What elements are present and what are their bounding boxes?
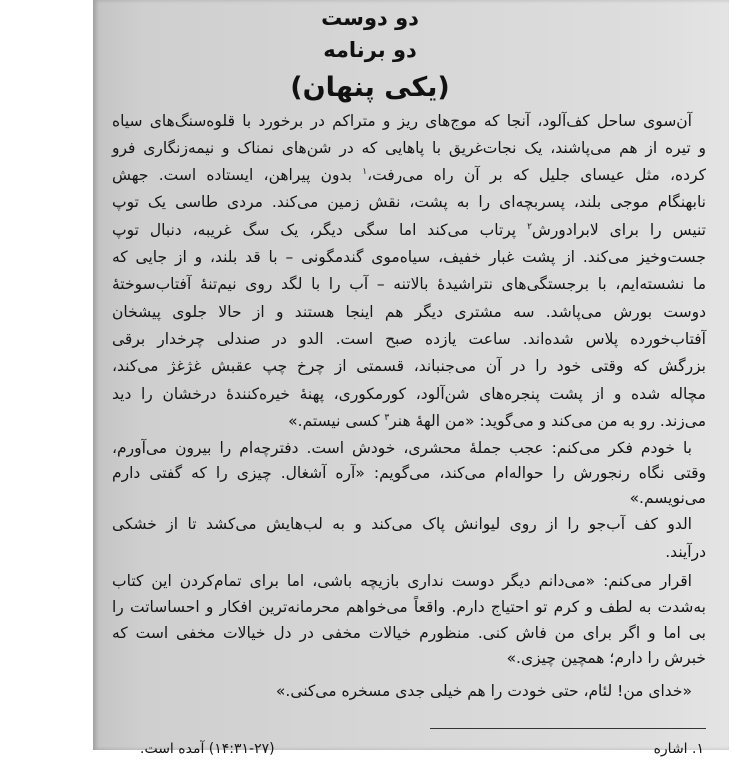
footnote-separator bbox=[430, 728, 706, 729]
text-line: اقرار می‌کنم: «می‌دانم دیگر دوست نداری بازیچه باشی، اما برای تمام‌کردن این کتاب bbox=[112, 572, 692, 590]
text-line: مچاله شده و از پشت پنجره‌های شن‌آلود، کورمکوری، پهنهٔ خیره‌کنندهٔ درخشان را دید bbox=[112, 385, 706, 403]
text-span: بدون پیراهن، ایستاده است. جهش bbox=[112, 166, 363, 184]
chapter-subtitle-parenthetical: (یکی پنهان) bbox=[290, 72, 450, 103]
text-span: کرده، مثل عیسای جلیل که بر آن راه می‌رفت، bbox=[367, 166, 707, 184]
text-span: پرتاب می‌کند اما سگی دیگر، یک سگ غریبه، دنبال توپ bbox=[112, 221, 528, 239]
text-line: وقتی نگاه رنجورش را حواله‌ام می‌کند، می‌گویم: «آره آشغال. چیزی را که گفتی دارم bbox=[112, 464, 706, 482]
text-line: نابهنگام موجی بلند، پسربچه‌ای را به پشت، نقش زمین می‌کند. مردی طاسی یک توپ bbox=[112, 193, 706, 211]
chapter-title: دو دوست bbox=[321, 6, 419, 30]
text-line: بی اما و اگر برای من فاش کنی. منظورم خیالات مخفی در دل خیالات مخفی است که bbox=[112, 624, 706, 642]
footnote-ref: ۱ bbox=[362, 166, 368, 177]
text-line bbox=[112, 410, 706, 432]
text-line: «خدای من! لئام، حتی خودت را هم خیلی جدی مسخره می‌کنی.» bbox=[275, 682, 692, 700]
footnote-text: ۱. اشاره bbox=[653, 741, 704, 757]
chapter-subtitle: دو برنامه bbox=[323, 38, 417, 62]
text-line: و تیره از هم می‌پاشند، یک نجات‌غریق با پاهایی که در شن‌های نمناک و نیمه‌زنگاری فرو bbox=[112, 139, 706, 157]
text-line: می‌نویسم.» bbox=[629, 489, 706, 507]
text-span: تنیس را برای لابرادورش bbox=[531, 221, 707, 239]
text-line: خبرش را دارم؛ همچین چیزی.» bbox=[506, 649, 706, 667]
text-line: دوست بورش می‌پاشد. سه مشتری دیگر هم اینجا هستند و از حالا جلوی پیشخان bbox=[112, 303, 706, 321]
text-line: بزرگش که وقتی خود را در آن می‌جنباند، قسمتی از چرخ چپ عقبش غژغژ می‌کند، bbox=[112, 357, 706, 375]
text-line: آفتاب‌خورده پلاس شده‌اند. ساعت یازده صبح است. الدو در صندلی چرخدار برقی bbox=[112, 330, 706, 348]
text-line: آن‌سوی ساحل کف‌آلود، آنجا که موج‌های ریز و متراکم در برخورد با قلوه‌سنگ‌های سیاه bbox=[112, 112, 692, 130]
footnote-text: (۱۴:۳۱-۲۷) آمده است. bbox=[140, 741, 275, 757]
text-line: ما نشسته‌ایم، با برجستگی‌های نتراشیدهٔ بالاتنه – آب را با لگد روی نیم‌تنهٔ آفتاب‌سوختهٔ bbox=[112, 275, 706, 293]
text-line: به‌شدت به لطف و کرم تو احتیاج دارم. واقعاً می‌خواهم محرمانه‌ترین افکار و احساساتت را bbox=[112, 598, 706, 616]
text-span: کسی نیستم.» bbox=[288, 412, 385, 430]
text-line: با خودم فکر می‌کنم: عجب جملهٔ محشری، خودش است. دفترچه‌ام را بیرون می‌آورم، bbox=[112, 439, 692, 457]
text-line: الدو کف آب‌جو را از روی لیوانش پاک می‌کند و به لب‌هایش می‌کشد تا از خشکی bbox=[112, 515, 692, 533]
text-line: درآیند. bbox=[665, 543, 706, 561]
text-line bbox=[112, 164, 706, 186]
footnote-ref: ۳ bbox=[384, 412, 390, 423]
text-line: جست‌وخیز می‌کند. از پشت غبار خفیف، سیاه‌موی گندمگونی – با قد بلند، و از جایی که bbox=[112, 248, 706, 266]
text-span: می‌زند. رو به من می‌کند و می‌گوید: «من الههٔ هنر bbox=[389, 412, 706, 430]
text-line bbox=[112, 219, 706, 241]
footnote-ref: ۲ bbox=[527, 221, 532, 232]
